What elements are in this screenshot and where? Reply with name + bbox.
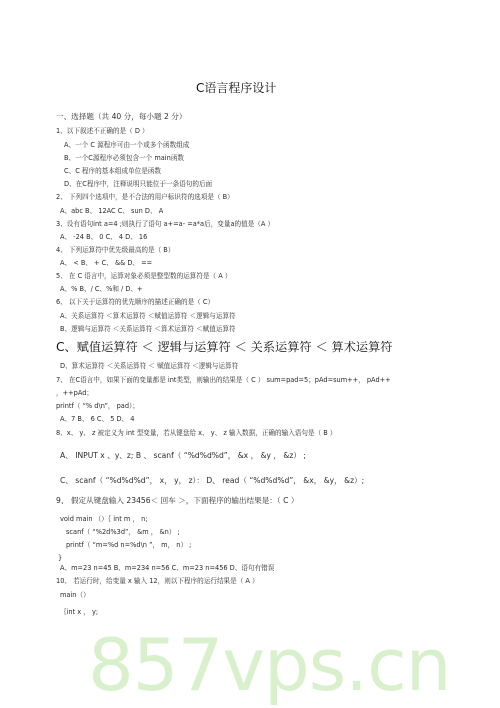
code-line: ，++pAd； [56, 389, 94, 397]
question-10: 10、 若运行时，给变量 x 输入 12，则以下程序的运行结果是（ A ） [56, 577, 259, 585]
question-5: 5、 在 C 语言中，运算对象必须是整型数的运算符是（ A ） [56, 272, 232, 280]
document-title: C语言程序设计 [196, 81, 277, 95]
option-line: B、一个C源程序必须包含一个 main函数 [64, 154, 185, 162]
option-line-large: C、赋值运算符 ＜ 逻辑与运算符 ＜ 关系运算符 ＜ 算术运算符 [56, 340, 393, 354]
option-line: A、abc B、 12AC C、 sun D、 A [60, 207, 164, 215]
option-line: A、 < B、 + C、 && D、 == [60, 259, 153, 267]
question-4: 4、 下列运算符中优先级最高的是（ B） [56, 246, 175, 254]
question-1: 1、以下叙述不正确的是（ D ） [56, 127, 149, 135]
option-line: B、逻辑与运算符 ＜关系运算符 ＜算术运算符 ＜赋值运算符 [60, 325, 236, 333]
option-line: A、 -24 B、 0 C、 4 D、 16 [60, 233, 148, 241]
code-line: main（） [60, 591, 90, 599]
code-line: ｛int x ， y; [60, 608, 99, 616]
option-line: A、7 B、 6 C、 5 D、 4 [60, 415, 135, 423]
section-heading: 一、选择题（共 40 分，每小题 2 分） [56, 112, 187, 121]
option-line: C、 scanf（ “%d%d%d”， x， y， z）： D、 read（ “%d%d%d”， &x， &y， &z）; [60, 476, 365, 485]
option-line: C、C 程序的基本组成单位是函数 [64, 167, 162, 175]
code-line: scanf（ “%2d%3d”， &m ， &n） ; [66, 528, 180, 536]
code-line: printf（ “m=%d n=%d\n ”， m， n） ; [66, 541, 192, 549]
option-line: D、算术运算符 ＜关系运算符 ＜ 赋值运算符 ＜逻辑与运算符 [60, 362, 239, 370]
code-line: } [58, 554, 63, 562]
option-line: A、 INPUT x 、y、z; B 、 scanf（ “%d%d%d”， &x ， &y ， &z） ; [60, 451, 306, 460]
question-7: 7、 在C语言中，如果下面的变量都是 int类型，则输出的结果是（ C ） sum=pad=5；pAd=sum++， pAd++ [56, 376, 391, 384]
watermark: 857vps.cn [88, 623, 451, 707]
option-line: A、m=23 n=45 B、m=234 n=56 C、m=23 n=456 D、语句有错误 [60, 564, 275, 572]
question-2: 2、 下列四个选项中，是不合法的用户标识符的选项是（ B） [56, 193, 234, 201]
option-line: D、在C程序中，注释说明只能位于一条语句的后面 [64, 180, 213, 188]
option-line: A、一个 C 源程序可由一个或多个函数组成 [64, 141, 190, 149]
option-line: A、% B、/ C、%和 / D、+ [60, 285, 143, 293]
option-line: A、关系运算符 ＜算术运算符 ＜赋值运算符 ＜逻辑与运算符 [60, 312, 236, 320]
question-3: 3、设有语句int a=4 ;则执行了语句 a+=a- =a*a后，变量a的值是（A ） [56, 220, 275, 228]
code-line: void main （）｛ int m ， n; [60, 515, 148, 523]
question-9: 9、 假定从键盘输入 23456＜ 回车 ＞，下面程序的输出结果是：（ C ） [56, 496, 299, 505]
question-6: 6、 以下关于运算符的优先顺序的描述正确的是（ C） [56, 298, 215, 306]
code-line: printf（ “% d\n”， pad）； [56, 402, 139, 410]
question-8: 8、x、 y、 z 被定义为 int 型变量，若从键盘给 x、 y、 z 输入数据，正确的输入语句是（ B ） [56, 429, 337, 437]
